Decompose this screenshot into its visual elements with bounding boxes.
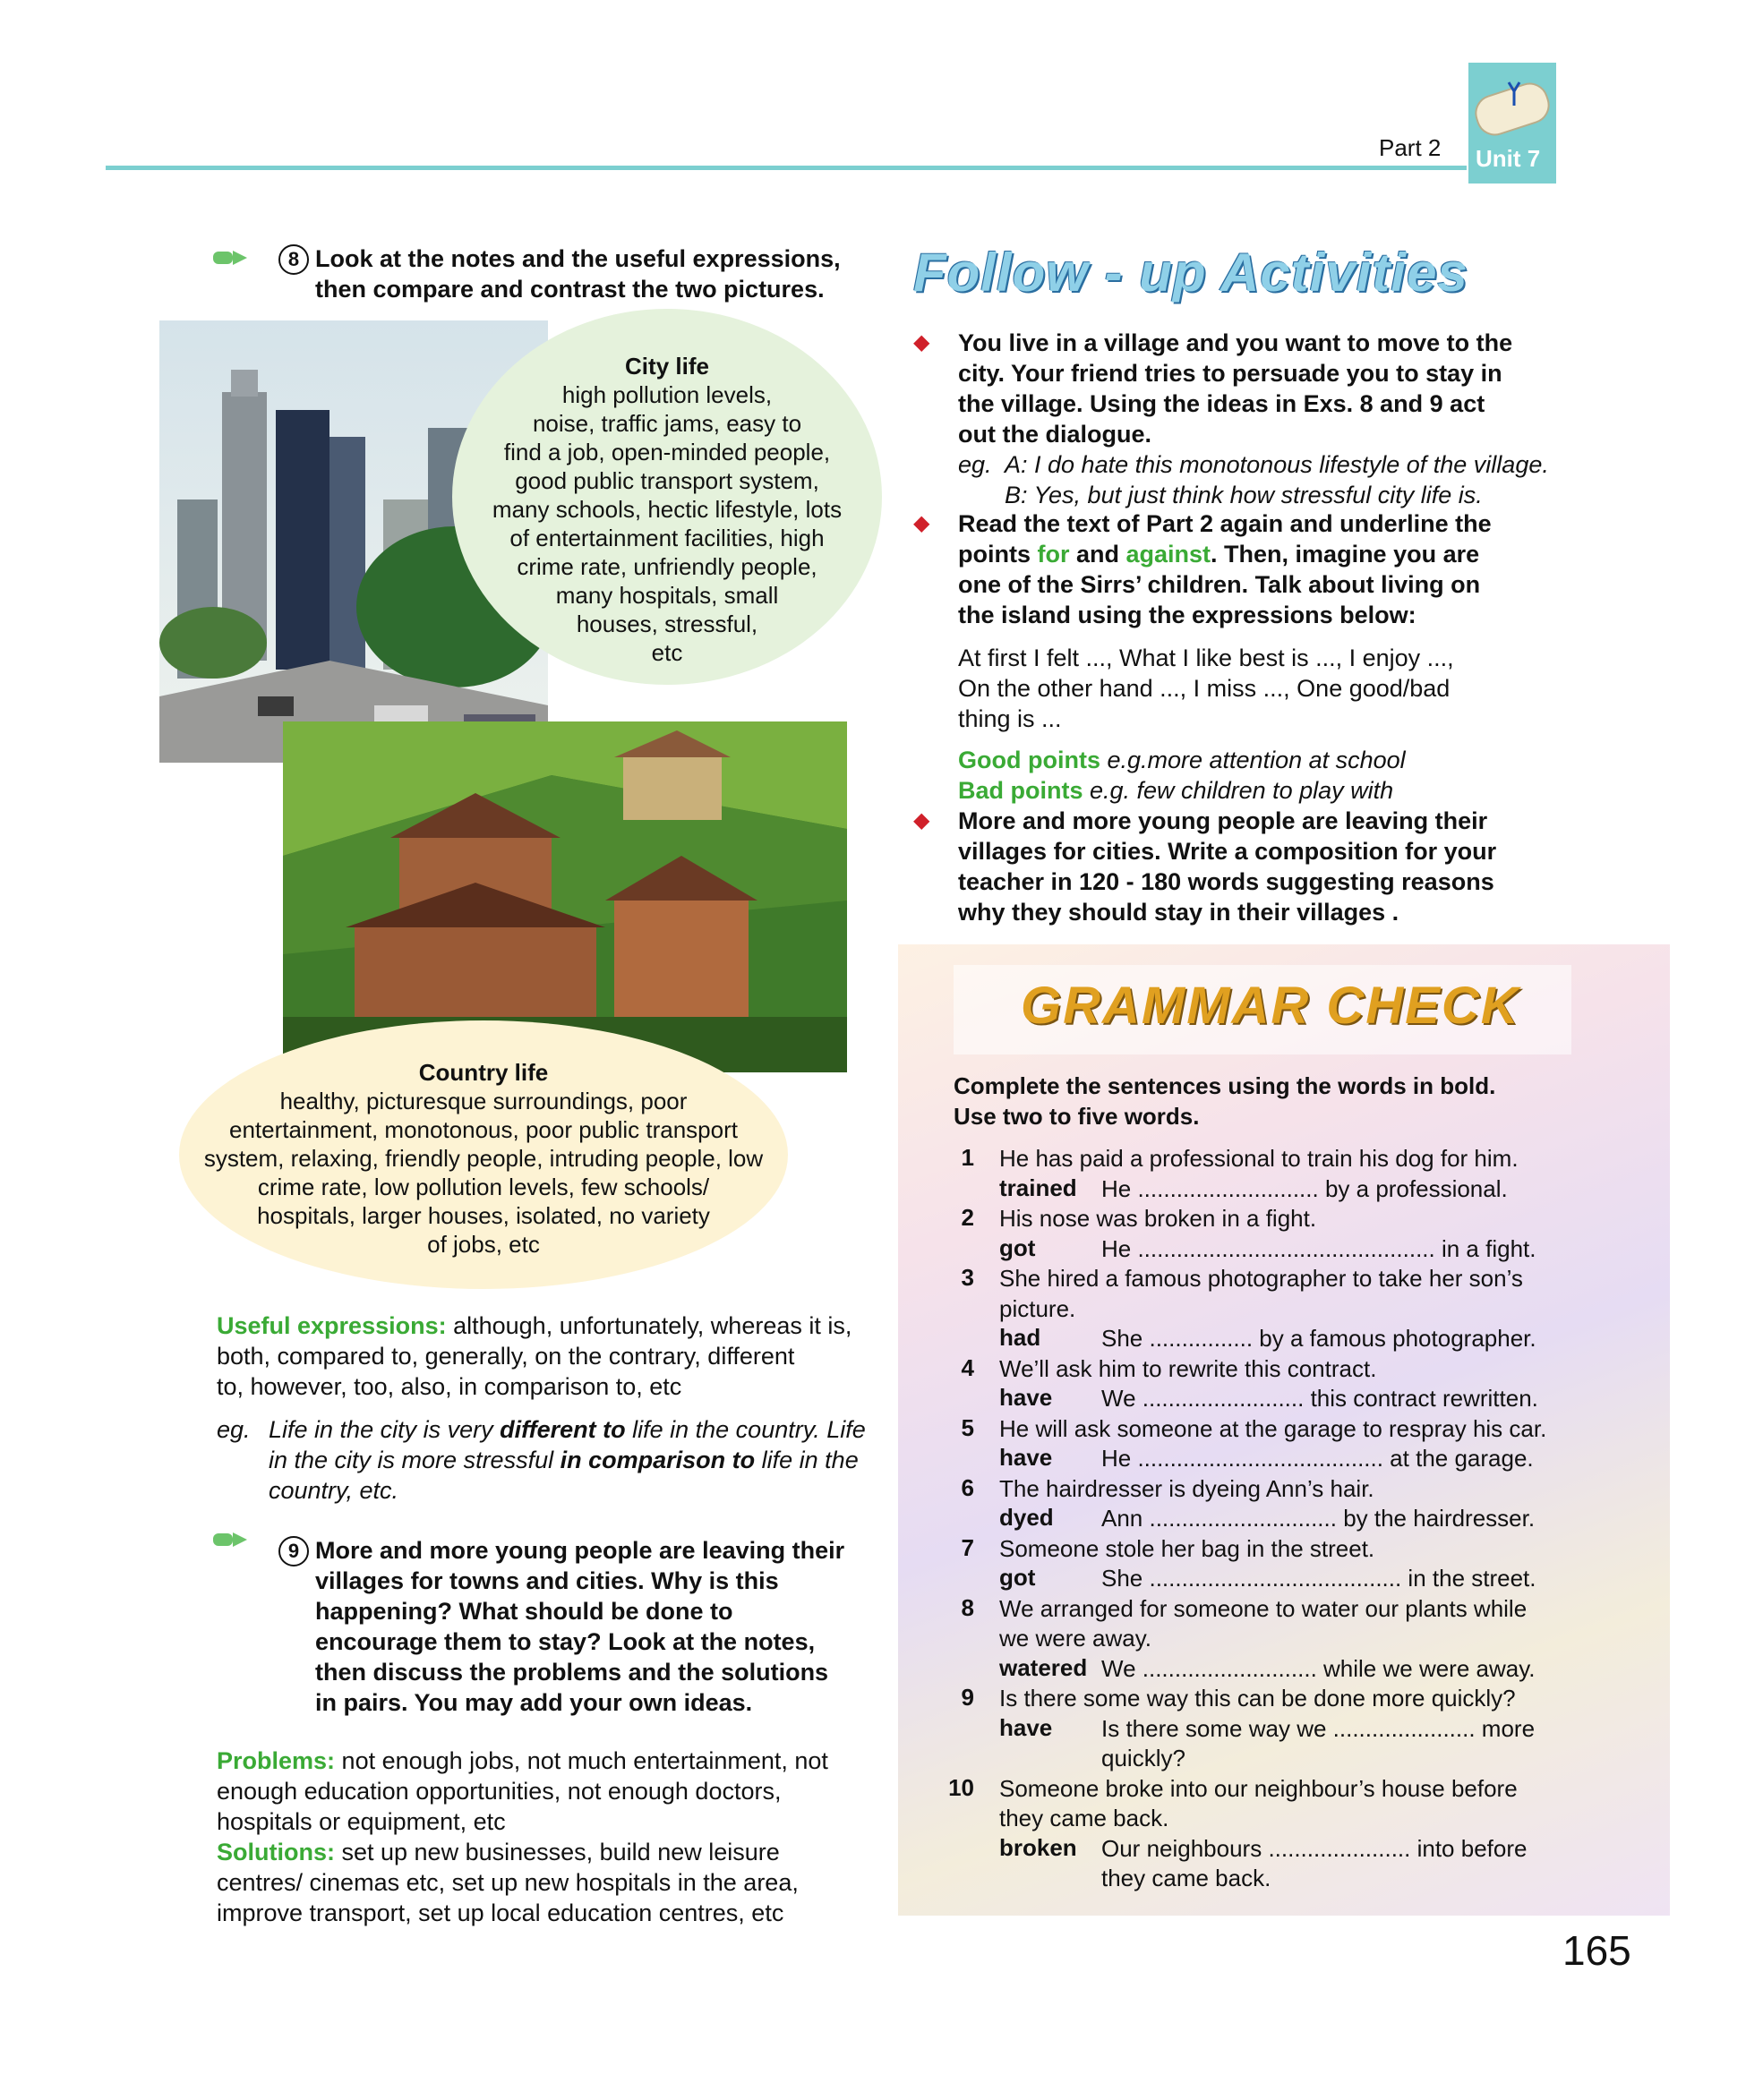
problems-text: not enough jobs, not much entertainment, not xyxy=(335,1747,828,1774)
fu-b1-line: city. Your friend tries to persuade you to stay in xyxy=(958,360,1502,387)
city-line: of entertainment facilities, high xyxy=(509,525,825,551)
grammar-item-number: 6 xyxy=(961,1473,974,1501)
grammar-key-word: have xyxy=(999,1713,1053,1741)
country-line: healthy, picturesque surroundings, poor xyxy=(279,1088,688,1114)
grammar-answer-line: She ....................................... in the street. xyxy=(1101,1565,1536,1592)
example-text: life in the xyxy=(755,1447,859,1473)
city-line: noise, traffic jams, easy to xyxy=(532,410,802,437)
fu-b1-line: You live in a village and you want to move to the xyxy=(958,329,1513,356)
part-label: Part 2 xyxy=(1379,134,1442,161)
fu-b2-text: . Then, imagine you are xyxy=(1211,541,1480,568)
example-text: in the city is more stressful xyxy=(269,1447,561,1473)
grammar-sentence: She hired a famous photographer to take her son’s xyxy=(999,1265,1523,1292)
diamond-bullet-icon: ◆ xyxy=(913,330,930,354)
fu-dialogue-b: B: Yes, but just think how stressful city life is. xyxy=(1005,482,1483,508)
grammar-item-number: 7 xyxy=(961,1533,974,1561)
bad-points-label: Bad points xyxy=(958,777,1083,804)
grammar-answer-line: they came back. xyxy=(1101,1865,1271,1891)
city-line: many hospitals, small xyxy=(555,582,779,609)
problems-line3: hospitals or equipment, etc xyxy=(217,1808,506,1835)
grammar-sentence: He has paid a professional to train his dog for him. xyxy=(999,1145,1519,1172)
city-line: good public transport system, xyxy=(515,467,819,494)
grammar-answer-line: We ........................... while we were away. xyxy=(1101,1654,1536,1682)
country-line: system, relaxing, friendly people, intruding people, low xyxy=(203,1145,764,1172)
fu-b2-line xyxy=(958,539,1479,570)
grammar-sentence: We’ll ask him to rewrite this contract. xyxy=(999,1354,1377,1382)
grammar-sentence: His nose was broken in a fight. xyxy=(999,1205,1317,1232)
grammar-sentence: they came back. xyxy=(999,1805,1169,1831)
example-line1 xyxy=(269,1414,866,1445)
fu-expressions-line: At first I felt ..., What I like best is ..., I enjoy ..., xyxy=(958,645,1454,671)
grammar-answer-line: quickly? xyxy=(1101,1745,1185,1771)
grammar-item-number: 10 xyxy=(948,1773,974,1801)
fu-b3-line: why they should stay in their villages . xyxy=(958,899,1399,926)
fu-b2-line: Read the text of Part 2 again and underline the xyxy=(958,510,1492,537)
grammar-answer-line: He .............................................. in a fight. xyxy=(1101,1234,1536,1262)
grammar-item-number: 8 xyxy=(961,1593,974,1621)
ex9-line: encourage them to stay? Look at the notes, xyxy=(315,1628,816,1655)
diamond-bullet-icon: ◆ xyxy=(913,511,930,535)
grammar-sentence: Is there some way this can be done more quickly? xyxy=(999,1685,1516,1712)
problems-line1 xyxy=(217,1746,828,1776)
grammar-check-title: GRAMMAR CHECK xyxy=(1021,977,1520,1035)
exercise-number: 8 xyxy=(278,244,309,275)
useful-text: although, unfortunately, whereas it is, xyxy=(446,1312,852,1339)
country-line: of jobs, etc xyxy=(427,1231,540,1258)
fu-b1-line: the village. Using the ideas in Exs. 8 and 9 act xyxy=(958,390,1485,417)
ex9-line: in pairs. You may add your own ideas. xyxy=(315,1689,753,1716)
against-word: against xyxy=(1125,541,1211,568)
solutions-label: Solutions: xyxy=(217,1839,335,1865)
country-photo xyxy=(283,721,847,1072)
good-points-line xyxy=(958,745,1406,775)
grammar-sentence: We arranged for someone to water our plants while xyxy=(999,1594,1528,1622)
fu-b2-text: and xyxy=(1069,541,1126,568)
grammar-answer-line: Our neighbours ...................... into before xyxy=(1101,1834,1528,1862)
grammar-key-word: trained xyxy=(999,1174,1077,1201)
exercise-number: 9 xyxy=(278,1536,309,1566)
country-life-bubble xyxy=(179,1020,788,1289)
eg-label: eg. xyxy=(217,1416,251,1443)
ex9-line: villages for towns and cities. Why is this xyxy=(315,1567,779,1594)
fu-b2-line: the island using the expressions below: xyxy=(958,602,1416,628)
for-word: for xyxy=(1037,541,1070,568)
useful-expressions-line2: both, compared to, generally, on the contrary, different xyxy=(217,1343,795,1370)
grammar-key-word: had xyxy=(999,1324,1041,1351)
grammar-answer-line: She ................ by a famous photographer. xyxy=(1101,1325,1536,1352)
follow-up-title: Follow - up Activities xyxy=(913,243,1468,303)
useful-expressions-label: Useful expressions: xyxy=(217,1312,447,1339)
city-line: find a job, open-minded people, xyxy=(503,439,831,465)
grammar-key-word: got xyxy=(999,1234,1036,1261)
fu-expressions-line: On the other hand ..., I miss ..., One good/bad xyxy=(958,675,1451,702)
fu-b3-line: More and more young people are leaving their xyxy=(958,807,1488,834)
solutions-line2: centres/ cinemas etc, set up new hospitals in the area, xyxy=(217,1869,799,1896)
grammar-answer-line: He ............................ by a professional. xyxy=(1101,1174,1508,1202)
ex9-line: then discuss the problems and the solutions xyxy=(315,1659,829,1686)
country-line: entertainment, monotonous, poor public transport xyxy=(228,1116,738,1143)
ex8-instruction-line2: then compare and contrast the two pictures. xyxy=(315,276,825,303)
scroll-icon xyxy=(1468,63,1556,143)
grammar-key-word: have xyxy=(999,1444,1053,1471)
city-line: houses, stressful, xyxy=(576,610,758,637)
grammar-item-number: 5 xyxy=(961,1413,974,1441)
solutions-line3: improve transport, set up local education centres, etc xyxy=(217,1899,784,1926)
useful-expressions-line1 xyxy=(217,1310,852,1341)
grammar-item-number: 2 xyxy=(961,1204,974,1231)
grammar-intro-line2: Use two to five words. xyxy=(954,1103,1200,1130)
arrow-icon xyxy=(213,249,254,267)
ex9-line: happening? What should be done to xyxy=(315,1598,733,1625)
fu-b3-line: villages for cities. Write a composition for your xyxy=(958,838,1497,865)
ex9-line: More and more young people are leaving their xyxy=(315,1537,845,1564)
example-text: Life in the city is very xyxy=(269,1416,501,1443)
fu-dialogue-a: A: I do hate this monotonous lifestyle of the village. xyxy=(1005,451,1549,478)
bad-points-line xyxy=(958,775,1393,806)
page-number: 165 xyxy=(1562,1927,1631,1974)
grammar-sentence: picture. xyxy=(999,1294,1076,1322)
grammar-item-number: 9 xyxy=(961,1684,974,1711)
fu-b2-line: one of the Sirrs’ children. Talk about living on xyxy=(958,571,1481,598)
city-life-bubble xyxy=(452,309,882,685)
solutions-text: set up new businesses, build new leisure xyxy=(334,1839,780,1865)
example-bold: different to xyxy=(500,1416,626,1443)
fu-b2-text: points xyxy=(958,541,1038,568)
grammar-intro-line1: Complete the sentences using the words in bold. xyxy=(954,1072,1496,1099)
city-line: etc xyxy=(651,639,683,666)
grammar-sentence: Someone stole her bag in the street. xyxy=(999,1534,1375,1562)
city-line: many schools, hectic lifestyle, lots xyxy=(492,496,843,523)
country-line: hospitals, larger houses, isolated, no variety xyxy=(257,1202,710,1229)
grammar-sentence: we were away. xyxy=(999,1625,1152,1652)
grammar-sentence: Someone broke into our neighbour’s house before xyxy=(999,1774,1518,1802)
solutions-line1 xyxy=(217,1837,780,1867)
problems-label: Problems: xyxy=(217,1747,336,1774)
example-line2 xyxy=(269,1445,859,1475)
bad-points-example: e.g. few children to play with xyxy=(1083,777,1394,804)
grammar-key-word: watered xyxy=(999,1653,1088,1681)
header-rule xyxy=(106,166,1467,170)
grammar-answer-line: He ...................................... at the garage. xyxy=(1101,1445,1534,1472)
grammar-sentence: He will ask someone at the garage to respray his car. xyxy=(999,1414,1547,1442)
grammar-key-word: broken xyxy=(999,1833,1077,1861)
unit-label: Unit 7 xyxy=(1476,145,1541,172)
grammar-sentence: The hairdresser is dyeing Ann’s hair. xyxy=(999,1474,1374,1502)
city-line: crime rate, unfriendly people, xyxy=(517,553,817,580)
fu-b3-line: teacher in 120 - 180 words suggesting reasons xyxy=(958,868,1494,895)
fu-expressions-line: thing is ... xyxy=(958,705,1062,732)
city-line: high pollution levels, xyxy=(561,381,773,408)
grammar-answer-line: Is there some way we ...................... more xyxy=(1101,1714,1536,1742)
fu-b1-line: out the dialogue. xyxy=(958,421,1151,448)
good-points-example: e.g.more attention at school xyxy=(1100,747,1406,773)
country-line: crime rate, low pollution levels, few schools/ xyxy=(257,1174,710,1200)
grammar-answer-line: We ......................... this contract rewritten. xyxy=(1101,1385,1538,1412)
grammar-item-number: 4 xyxy=(961,1353,974,1381)
good-points-label: Good points xyxy=(958,747,1100,773)
fu-eg-label: eg. xyxy=(958,451,992,478)
grammar-key-word: got xyxy=(999,1564,1036,1591)
grammar-key-word: have xyxy=(999,1384,1053,1411)
diamond-bullet-icon: ◆ xyxy=(913,808,930,832)
country-life-title: Country life xyxy=(418,1059,549,1086)
city-life-title: City life xyxy=(625,353,709,380)
arrow-icon xyxy=(213,1531,254,1549)
grammar-item-number: 1 xyxy=(961,1144,974,1171)
grammar-key-word: dyed xyxy=(999,1504,1054,1531)
problems-line2: enough education opportunities, not enough doctors, xyxy=(217,1778,782,1805)
example-line3: country, etc. xyxy=(269,1477,399,1504)
example-text: life in the country. Life xyxy=(625,1416,866,1443)
grammar-answer-line: Ann ............................. by the hairdresser. xyxy=(1101,1505,1536,1532)
grammar-item-number: 3 xyxy=(961,1264,974,1291)
example-bold: in comparison to xyxy=(560,1447,756,1473)
ex8-instruction-line1: Look at the notes and the useful expressions, xyxy=(315,245,841,272)
useful-expressions-line3: to, however, too, also, in comparison to, etc xyxy=(217,1373,682,1400)
